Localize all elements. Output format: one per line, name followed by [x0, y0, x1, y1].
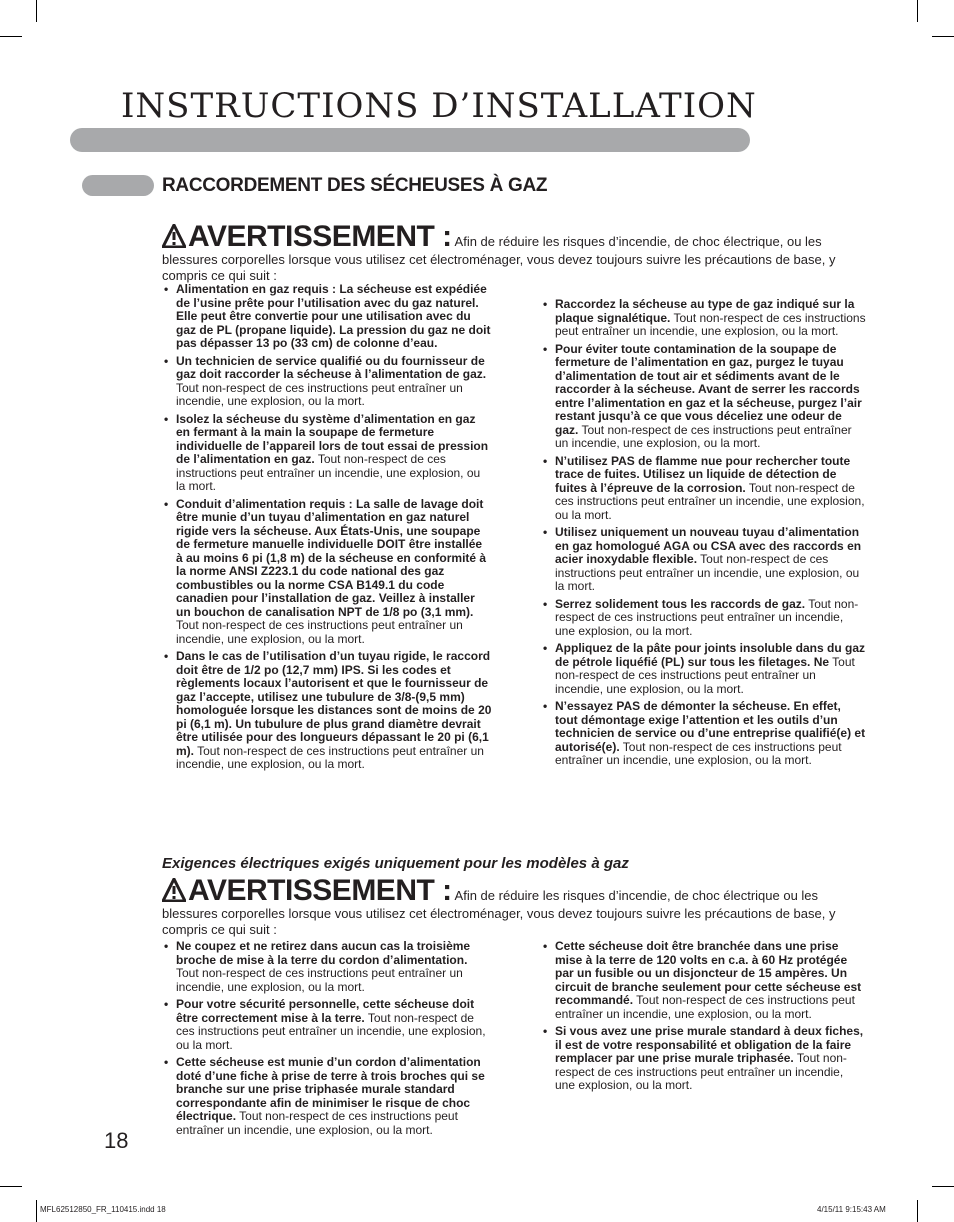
list-item-text: Tout non-respect de ces instructions peut entraîner un incendie, une explosion, ou la mort.: [555, 552, 860, 593]
list-item: [541, 1025, 866, 1093]
list-item-text: Tout non-respect de ces instructions peut entraîner un incendie, une explosion, ou la mort.: [176, 618, 463, 646]
subheading: Exigences électriques exigés uniquement pour les modèles à gaz: [162, 855, 629, 872]
list-item: [162, 940, 487, 994]
warning-triangle-icon: [162, 224, 186, 252]
list-item-bold: Isolez la sécheuse du système d’alimentation en gaz en fermant à la main la soupape de fermeture individuelle de l’appareil lors de tout essai de pression de l’alimentation en gaz.: [176, 411, 489, 466]
list-item-bold: Raccordez la sécheuse au type de gaz indiqué sur la plaque signalétique.: [555, 297, 855, 325]
crop-mark: [932, 36, 954, 37]
list-item-bold: Pour éviter toute contamination de la soupape de fermeture de l’alimentation en gaz, purgez le tuyau d’alimentation de tout air et sédiments avant de le raccorder à la sécheuse. Avant de serrer les raccords entre l’alimentation en gaz et la sécheuse, purgez l’air restant jusqu’à ce que vous déceliez une odeur de gaz.: [555, 341, 862, 437]
list-item-text: Tout non-respect de ces instructions peut entraîner un incendie, une explosion, ou la mort.: [555, 654, 855, 696]
list-item: [162, 283, 492, 351]
section-pill: [82, 175, 154, 196]
list-item-text: Tout non-respect de ces instructions peut entraîner un incendie, une explosion, ou la mort.: [555, 422, 852, 450]
list-item-bold: Si vous avez une prise murale standard à deux fiches, il est de votre responsabilité et obligation de la faire remplacer par une prise murale triphasée.: [555, 1024, 864, 1065]
list-item-text: Tout non-respect de ces instructions peut entraîner un incendie, une explosion, ou la mort.: [555, 310, 866, 338]
page-title: INSTRUCTIONS D’INSTALLATION: [121, 86, 757, 126]
footer-file: MFL62512850_FR_110415.indd 18: [40, 1205, 166, 1214]
list-item: [162, 1056, 487, 1137]
list-item-bold: Cette sécheuse doit être branchée dans une prise mise à la terre de 120 volts en c.a. à 60 Hz protégée par un fusible ou un disjoncteur de 15 ampères. Un circuit de branche seulement pour cette sécheuse est recommandé.: [555, 939, 862, 1007]
list-item-text: Tout non-respect de ces instructions peut entraîner un incendie, une explosion, ou la mort.: [176, 743, 484, 771]
gas-right-column: [541, 298, 866, 772]
crop-mark: [917, 1200, 918, 1222]
page-number: 18: [104, 1128, 129, 1153]
list-item: [541, 526, 866, 594]
elec-left-column: [162, 940, 487, 1141]
list-item-bold: N’utilisez PAS de flamme nue pour rechercher toute trace de fuites. Utilisez un liquide de détection de fuites à l’épreuve de la corrosion.: [555, 453, 851, 495]
list-item-bold: Ne coupez et ne retirez dans aucun cas la troisième broche de mise à la terre du cordon d’alimentation.: [176, 939, 471, 967]
warning-label: AVERTISSEMENT :: [188, 874, 452, 907]
list-item: [162, 650, 492, 772]
list-item-text: Tout non-respect de ces instructions peut entraîner un incendie, une explosion, ou la mort.: [176, 966, 463, 994]
list-item: [541, 598, 866, 639]
list-item-text: Tout non-respect de ces instructions peut entraîner un incendie, une explosion, ou la mort.: [555, 993, 855, 1021]
list-item-bold: Pour votre sécurité personnelle, cette sécheuse doit être correctement mise à la terre.: [176, 997, 475, 1025]
list-item-bold: Dans le cas de l’utilisation d’un tuyau rigide, le raccord doit être de 1/2 po (12,7 mm) IPS. Si les codes et règlements locaux l’autorisent et que le fournisseur de gaz l’accepte, utilisez une tubulure de 3/8-(9,5 mm) homologuée lorsque les distances sont de moins de 20 pi (6,1 m). Un tubulure de plus grand diamètre devrait être utilisée pour des longueurs dépassant le 20 pi (6,1 m).: [176, 649, 492, 758]
title-bar: [70, 128, 750, 152]
list-item-bold: Utilisez uniquement un nouveau tuyau d’alimentation en gaz homologué AGA ou CSA avec des raccords en acier inoxydable flexible.: [555, 525, 862, 566]
list-item: [162, 355, 492, 409]
crop-mark: [0, 36, 22, 37]
list-item: [162, 998, 487, 1052]
list-item: [541, 700, 866, 768]
crop-mark: [36, 1200, 37, 1222]
list-item-text: Tout non-respect de ces instructions peut entraîner un incendie, une explosion, ou la mort.: [176, 1109, 458, 1137]
list-item-bold: Serrez solidement tous les raccords de gaz.: [555, 596, 806, 611]
gas-left-column: [162, 283, 492, 776]
crop-mark: [0, 1186, 22, 1187]
warning-text: Afin de réduire les risques d’incendie, de choc électrique ou les blessures corporelles lorsque vous utilisez cet électroménager, vous devez toujours suivre les précautions de base, y compris ce qui suit :: [162, 888, 836, 937]
list-item: [541, 298, 866, 339]
list-item: [541, 343, 866, 451]
warning-gas: [162, 222, 862, 284]
list-item-text: Tout non-respect de ces instructions peut entraîner un incendie, une explosion, ou la mort.: [176, 452, 481, 493]
list-item-bold: Un technicien de service qualifié ou du fournisseur de gaz doit raccorder la sécheuse à l’alimentation de gaz.: [176, 353, 487, 381]
footer-date: 4/15/11 9:15:43 AM: [817, 1205, 886, 1214]
list-item-text: Tout non-respect de ces instructions peut entraîner un incendie, une explosion, ou la mort.: [176, 380, 463, 408]
crop-mark: [917, 0, 918, 22]
list-item: [541, 455, 866, 523]
list-item: [541, 940, 866, 1021]
elec-right-column: [541, 940, 866, 1097]
list-item-text: Tout non-respect de ces instructions peut entraîner un incendie, une explosion, ou la mort.: [555, 1051, 847, 1092]
list-item-bold: Cette sécheuse est munie d’un cordon d’alimentation doté d’une fiche à prise de terre à trois broches qui se branche sur une prise triphasée murale standard correspondante afin de minimiser le risque de choc électrique.: [176, 1055, 485, 1123]
list-item-text: Tout non-respect de ces instructions peut entraîner un incendie, une explosion, ou la mort.: [555, 596, 859, 638]
warning-electric: [162, 876, 862, 938]
crop-mark: [36, 0, 37, 22]
list-item: [162, 413, 492, 494]
crop-mark: [932, 1186, 954, 1187]
warning-text: Afin de réduire les risques d’incendie, de choc électrique, ou les blessures corporelles lorsque vous utilisez cet électroménager, vous devez toujours suivre les précautions de base, y compris ce qui suit :: [162, 234, 836, 283]
list-item-bold: N’essayez PAS de démonter la sécheuse. En effet, tout démontage exige l’attention et les outils d’un technicien de service ou d’une entreprise qualifié(e) et autorisé(e).: [555, 699, 866, 754]
list-item-bold: Alimentation en gaz requis : La sécheuse est expédiée de l’usine prête pour l’utilisation avec du gaz naturel. Elle peut être convertie pour une utilisation avec du gaz de PL (propane liquide). La pression du gaz ne doit pas dépasser 13 po (33 cm) de colonne d’eau.: [176, 282, 491, 350]
list-item: [162, 498, 492, 647]
warning-triangle-icon: [162, 878, 186, 906]
warning-label: AVERTISSEMENT :: [188, 220, 452, 253]
list-item-text: Tout non-respect de ces instructions peut entraîner un incendie, une explosion, ou la mort.: [176, 1010, 486, 1052]
list-item-bold: Appliquez de la pâte pour joints insoluble dans du gaz de pétrole liquéfié (PL) sur tous les filetages. Ne: [555, 641, 866, 669]
section-heading: RACCORDEMENT DES SÉCHEUSES À GAZ: [162, 175, 548, 196]
list-item: [541, 642, 866, 696]
list-item-text: Tout non-respect de ces instructions peut entraîner un incendie, une explosion, ou la mort.: [555, 739, 842, 767]
list-item-text: Tout non-respect de ces instructions peut entraîner un incendie, une explosion, ou la mort.: [555, 480, 865, 522]
list-item-bold: Conduit d’alimentation requis : La salle de lavage doit être munie d’un tuyau d’alimentation en gaz naturel rigide vers la sécheuse. Aux États-Unis, une soupape de fermeture manuelle individuelle DOIT être installée à au moins 6 pi (1,8 m) de la sécheuse en conformité à la norme ANSI Z223.1 du code national des gaz combustibles ou la norme CSA B149.1 du code canadien pour l’installation de gaz. Veillez à installer un bouchon de canalisation NPT de 1/8 po (3,1 mm).: [176, 496, 487, 619]
